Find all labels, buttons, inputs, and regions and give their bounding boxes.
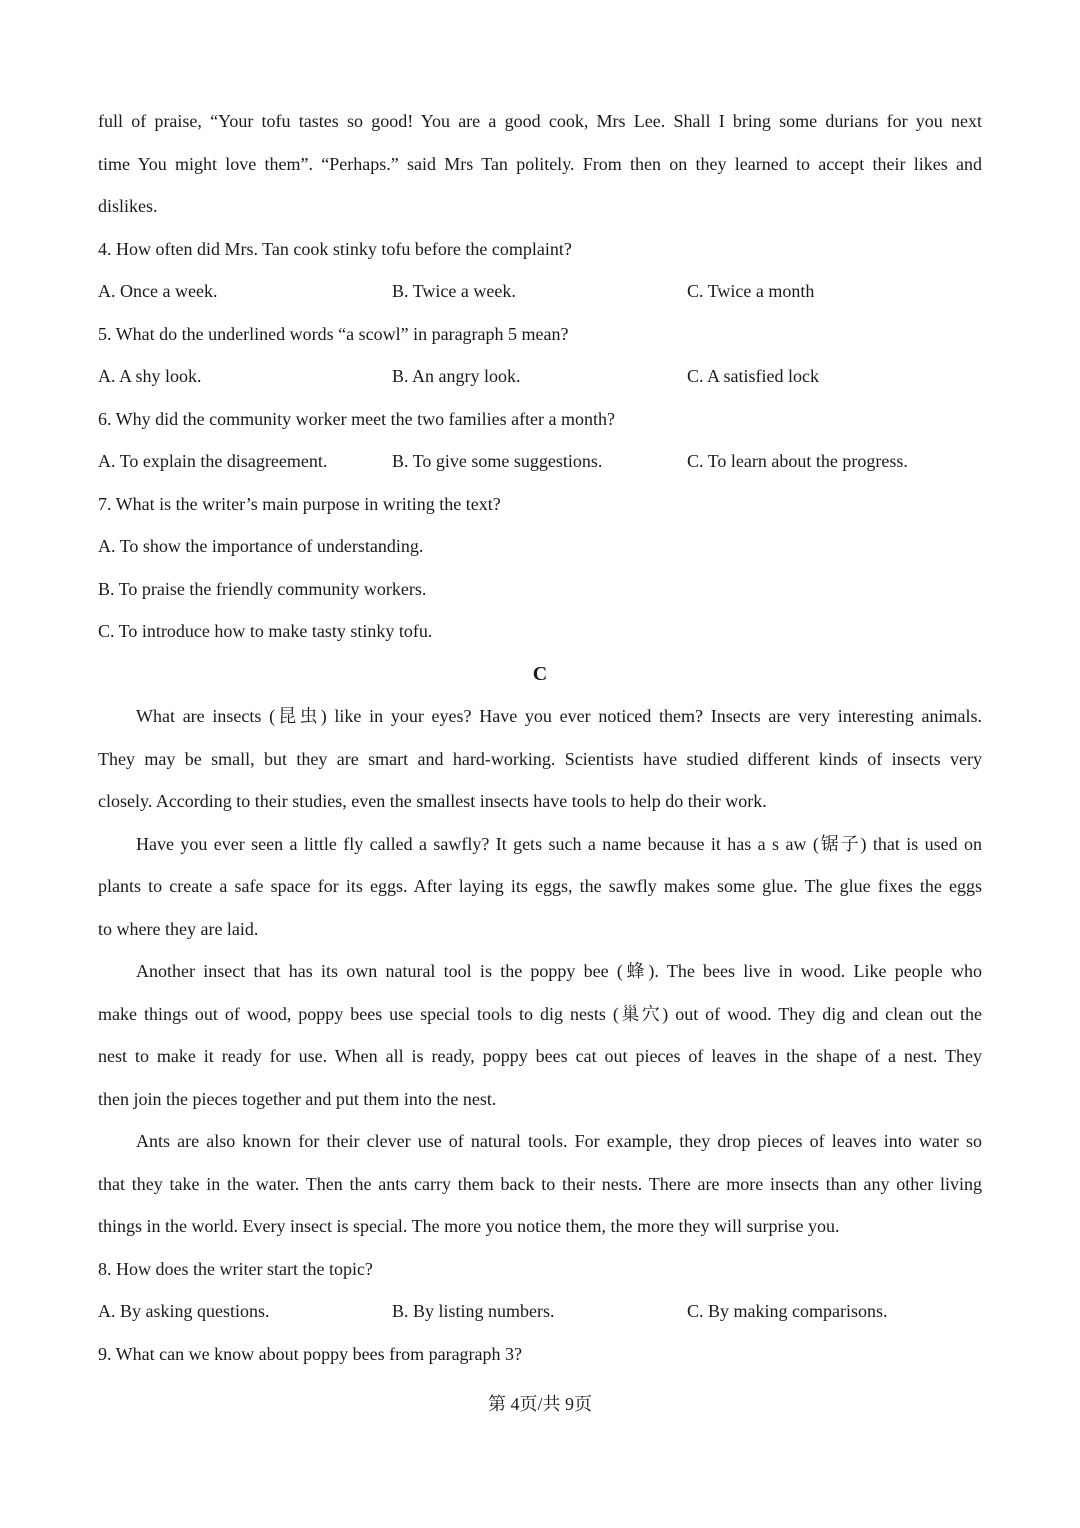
passage-line: to where they are laid. [98,918,259,939]
question-7-stem: 7. What is the writer’s main purpose in writing the text? [98,493,501,514]
question-6-options [98,440,982,483]
passage-line: full of praise, “Your tofu tastes so good! You are a good cook, Mrs Lee. Shall I bring some durians for you next [98,111,982,131]
passage-line: make things out of wood, poppy bees use special tools to dig nests (巢穴) out of wood. They dig and clean out the [98,1003,982,1024]
exam-page [98,100,982,1375]
option-c: C. Twice a month [687,281,815,301]
page-footer: 第 4页/共 9页 [487,1394,592,1414]
passage-line: Ants are also known for their clever use of natural tools. For example, they drop pieces of leaves into water so [136,1131,982,1151]
question-4-options [98,270,982,313]
question-9-stem: 9. What can we know about poppy bees from paragraph 3? [98,1343,523,1364]
passage-line: time You might love them”. “Perhaps.” said Mrs Tan politely. From then on they learned to accept their likes and [98,153,982,174]
passage-line: What are insects (昆虫) like in your eyes? Have you ever noticed them? Insects are very interesting animals. [136,706,982,726]
passage-line: that they take in the water. Then the ants carry them back to their nests. There are more insects than any other living [98,1173,982,1194]
passage-line: things in the world. Every insect is special. The more you notice them, the more they will surprise you. [98,1216,840,1236]
option-a: A. To show the importance of understanding. [98,536,424,556]
option-c: C. To learn about the progress. [687,451,908,471]
passage-line: Have you ever seen a little fly called a sawfly? It gets such a name because it has a s aw (锯子) that is used on [136,833,982,854]
option-b: B. By listing numbers. [392,1301,555,1321]
question-8-options [98,1290,982,1333]
option-b: B. To give some suggestions. [392,451,603,471]
option-a: A. By asking questions. [98,1301,270,1321]
passage-line: closely. According to their studies, even the smallest insects have tools to help do their work. [98,791,767,811]
passage-line: Another insect that has its own natural tool is the poppy bee (蜂). The bees live in wood. Like people who [136,961,982,981]
question-8-stem: 8. How does the writer start the topic? [98,1258,373,1279]
option-a: A. Once a week. [98,281,218,301]
option-b: B. An angry look. [392,366,521,386]
option-c: C. To introduce how to make tasty stinky tofu. [98,621,433,641]
section-title: C [532,662,548,685]
option-b: B. To praise the friendly community workers. [98,578,427,599]
passage-line: nest to make it ready for use. When all is ready, poppy bees cat out pieces of leaves in the shape of a nest. They [98,1046,982,1066]
passage-line: They may be small, but they are smart and hard-working. Scientists have studied different kinds of insects very [98,748,982,769]
option-b: B. Twice a week. [392,281,516,301]
option-c: C. By making comparisons. [687,1301,888,1321]
option-a: A. A shy look. [98,366,202,386]
question-4-stem: 4. How often did Mrs. Tan cook stinky tofu before the complaint? [98,238,572,259]
option-c: C. A satisfied lock [687,366,819,386]
option-a: A. To explain the disagreement. [98,451,328,471]
passage-line: then join the pieces together and put them into the nest. [98,1088,497,1109]
passage-line: dislikes. [98,196,158,216]
passage-line: plants to create a safe space for its eggs. After laying its eggs, the sawfly makes some glue. The glue fixes the eggs [98,876,982,896]
question-5-stem: 5. What do the underlined words “a scowl” in paragraph 5 mean? [98,323,569,344]
question-5-options [98,355,982,398]
question-6-stem: 6. Why did the community worker meet the two families after a month? [98,408,616,429]
